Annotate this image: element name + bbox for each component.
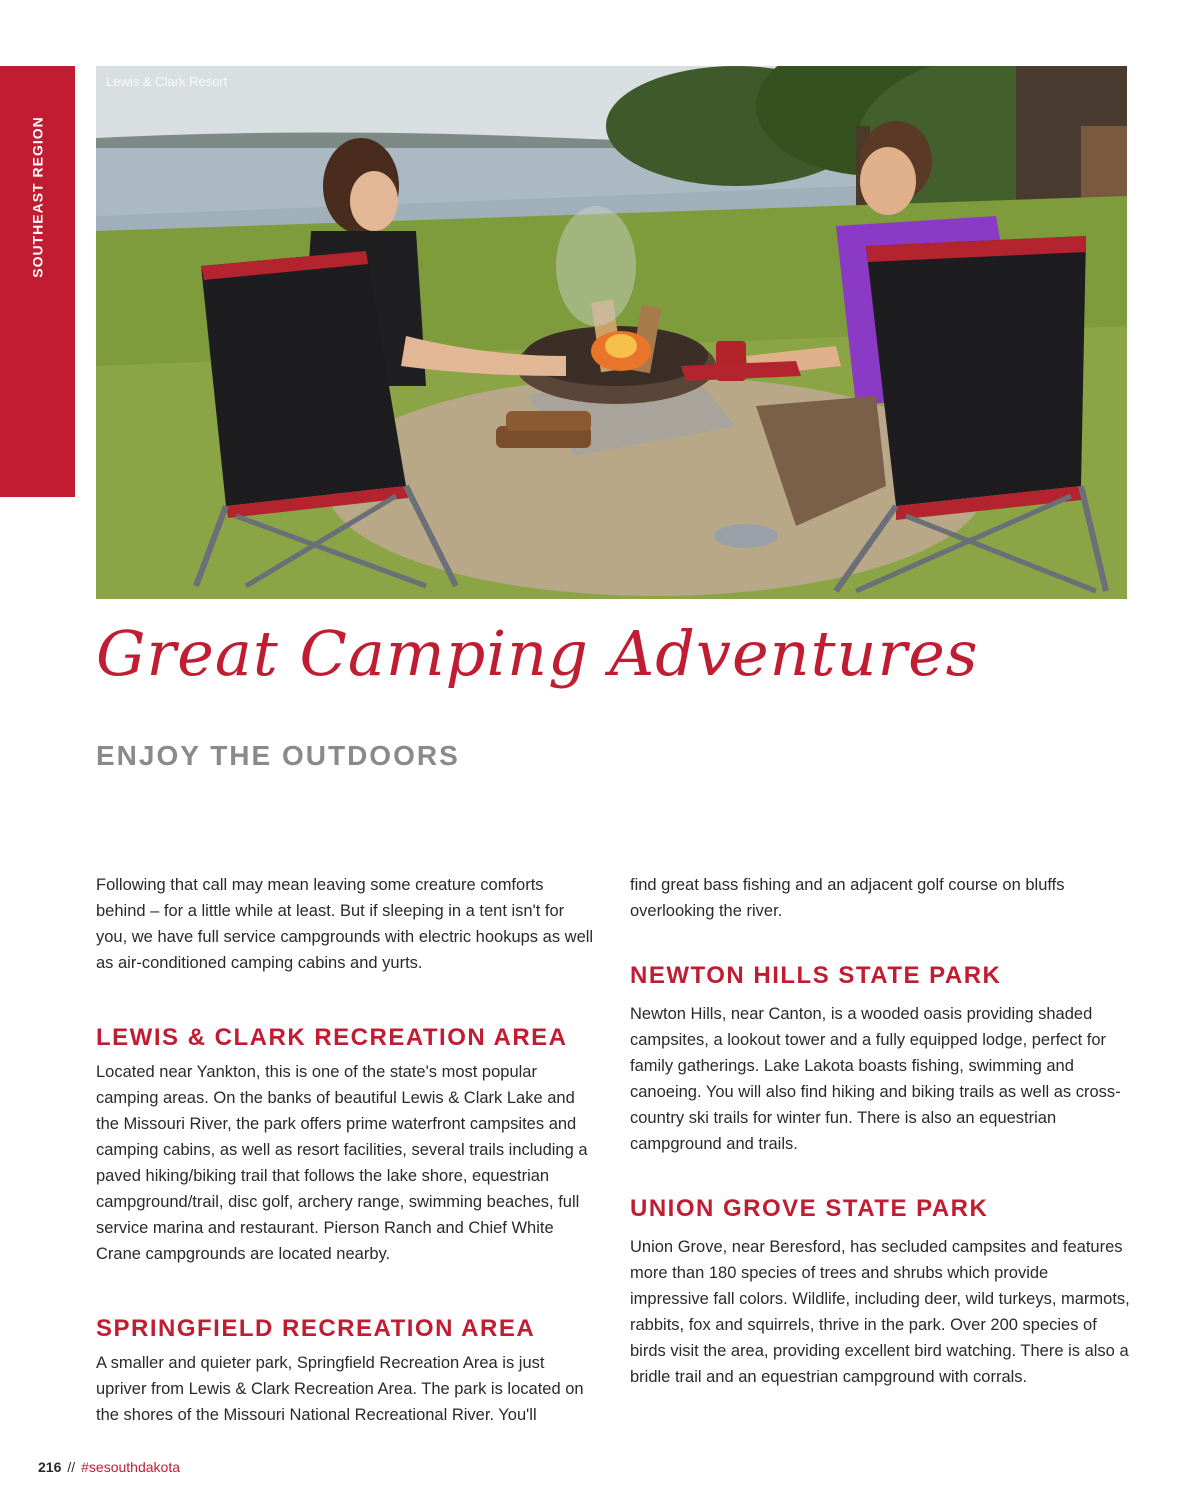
section-heading-lewis-clark: LEWIS & CLARK RECREATION AREA (96, 1024, 568, 1051)
page-footer (38, 1459, 180, 1475)
section-body-lewis-clark: Located near Yankton, this is one of the state's most popular camping areas. On the banks of beautiful Lewis & Clark Lake and the Missouri River, the park offers prime waterfront campsites and camping cabins, as well as resort facilities, several trails including a paved hiking/biking trail that follows the lake shore, equestrian campground/trail, disc golf, archery range, swimming beaches, full service marina and restaurant. Pierson Ranch and Chief White Crane campgrounds are located nearby. (96, 1063, 588, 1263)
section-body-newton-hills: Newton Hills, near Canton, is a wooded oasis providing shaded campsites, a lookout tower and a fully equipped lodge, perfect for family gatherings. Lake Lakota boasts fishing, swimming and canoeing. You will also find hiking and biking trails as well as cross-country ski trails for winter fun. There is also an equestrian campground and trails. (630, 1005, 1121, 1153)
right-column (630, 872, 1130, 1390)
footer-hashtag: #sesouthdakota (81, 1459, 180, 1475)
section-heading-springfield: SPRINGFIELD RECREATION AREA (96, 1315, 536, 1342)
region-tab-label: SOUTHEAST REGION (29, 115, 46, 278)
page-subtitle: ENJOY THE OUTDOORS (96, 740, 460, 771)
region-tab-label-wrapper (0, 66, 75, 497)
section-body-union-grove: Union Grove, near Beresford, has secluded campsites and features more than 180 species of trees and shrubs which provide impressive fall colors. Wildlife, including deer, wild turkeys, marmots, rabbits, fox and squirrels, thrive in the park. Over 200 species of birds visit the area, providing excellent bird watching. There is also a bridle trail and an equestrian campground with corrals. (630, 1238, 1130, 1386)
hero-photo (96, 66, 1127, 599)
section-body-springfield: A smaller and quieter park, Springfield Recreation Area is just upriver from Lewis & Clark Recreation Area. The park is located on the shores of the Missouri National Recreational River. You'll (96, 1354, 584, 1424)
page-number: 216 (38, 1459, 62, 1475)
intro-paragraph: Following that call may mean leaving some creature comforts behind – for a little while at least. But if sleeping in a tent isn't for you, we have full service campgrounds with electric hookups as well as air-conditioned camping cabins and yurts. (96, 876, 594, 972)
section-heading-newton-hills: NEWTON HILLS STATE PARK (630, 962, 1002, 989)
campfire-scene-illustration (96, 66, 1127, 599)
photo-caption: Lewis & Clark Resort (106, 74, 228, 89)
section-heading-union-grove: UNION GROVE STATE PARK (630, 1195, 989, 1222)
left-column (96, 872, 596, 1428)
page-title: Great Camping Adventures (96, 617, 979, 690)
footer-separator: // (67, 1459, 76, 1475)
section-body-springfield-continued: find great bass fishing and an adjacent golf course on bluffs overlooking the river. (630, 876, 1065, 920)
